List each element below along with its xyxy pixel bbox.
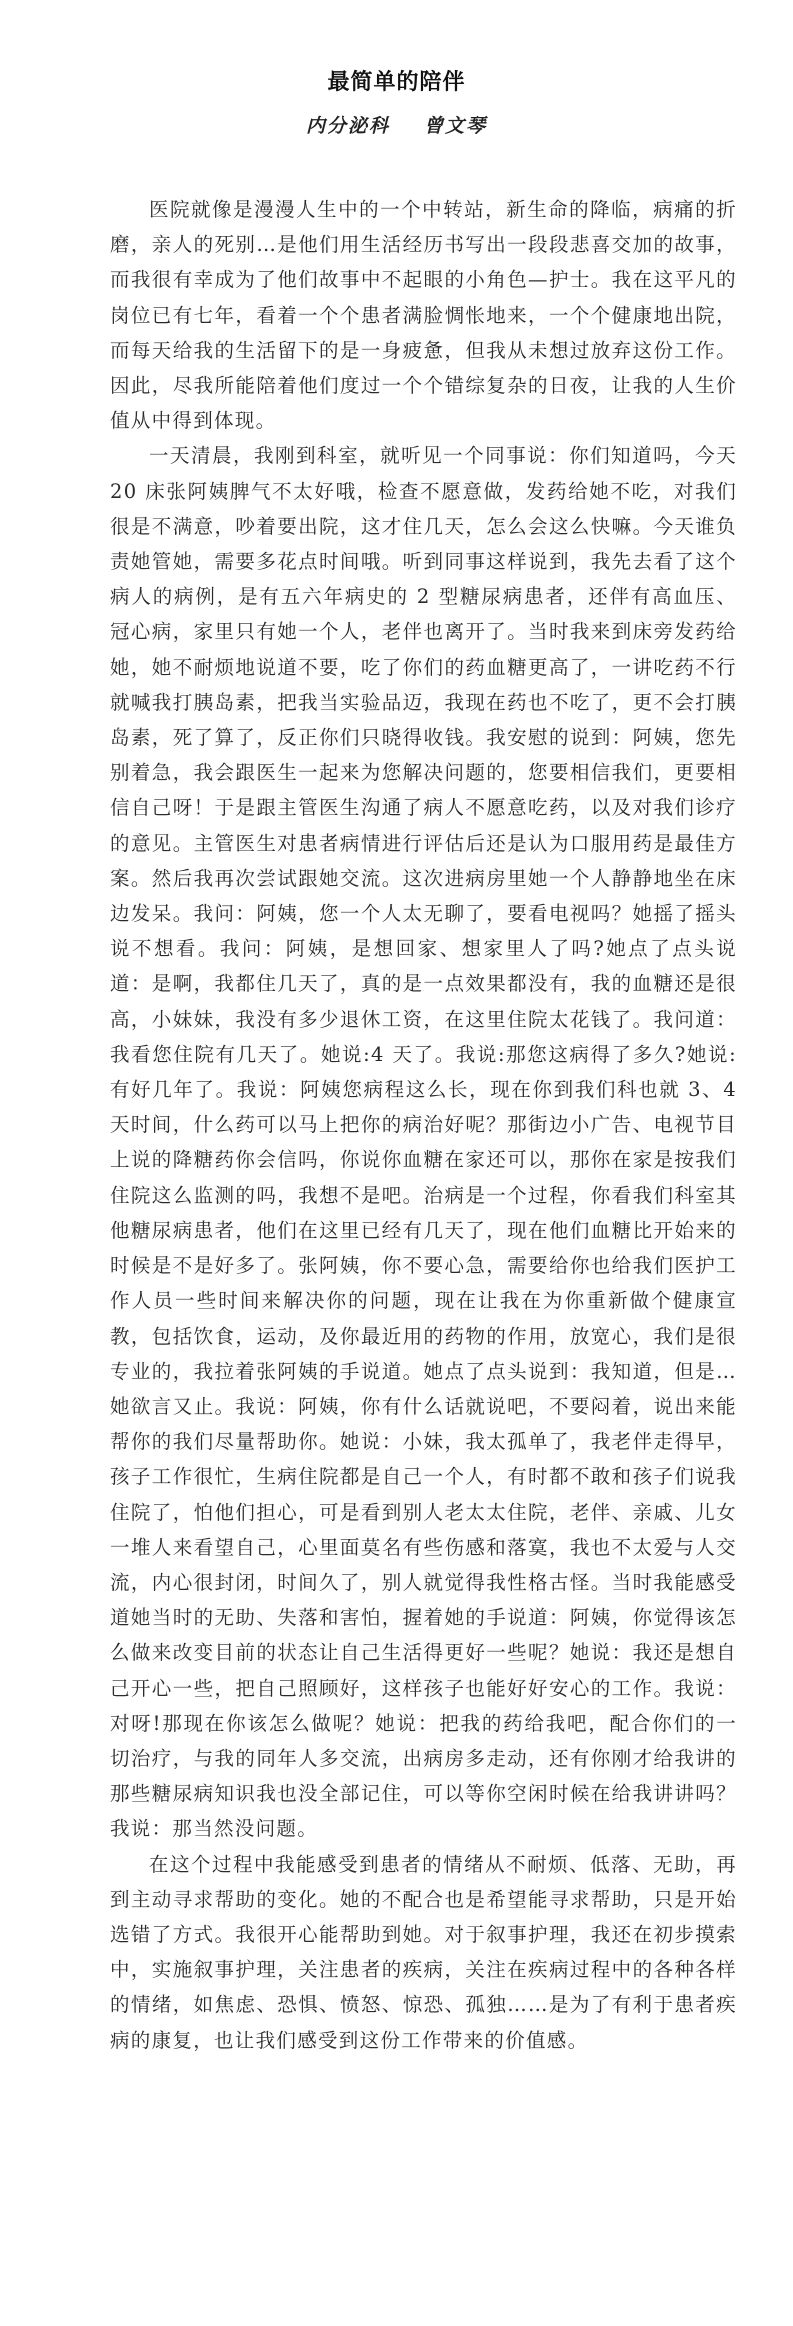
paragraph-story: 一天清晨，我刚到科室，就听见一个同事说：你们知道吗，今天 20 床张阿姨脾气不太好哦，检查不愿意做，发药给她不吃，对我们很是不满意，吵着要出院，这才住几天，怎么会这么快嘛。今天谁负责她管她，需要多花点时间哦。听到同事这样说到，我先去看了这个病人的病例，是有五六年病史的 2 型糖尿病患者，还伴有高血压、冠心病，家里只有她一个人，老伴也离开了。当时我来到床旁发药给她，她不耐烦地说道不要，吃了你们的药血糖更高了，一讲吃药不行就喊我打胰岛素，把我当实验品迈，我现在药也不吃了，更不会打胰岛素，死了算了，反正你们只晓得收钱。我安慰的说到：阿姨，您先别着急，我会跟医生一起来为您解决问题的，您要相信我们，更要相信自己呀！于是跟主管医生沟通了病人不愿意吃药，以及对我们诊疗的意见。主管医生对患者病情进行评估后还是认为口服用药是最佳方案。然后我再次尝试跟她交流。这次进病房里她一个人静静地坐在床边发呆。我问：阿姨，您一个人太无聊了，要看电视吗？她摇了摇头说不想看。我问：阿姨，是想回家、想家里人了吗?她点了点头说道：是啊，我都住几天了，真的是一点效果都没有，我的血糖还是很高，小妹妹，我没有多少退休工资，在这里住院太花钱了。我问道：我看您住院有几天了。她说:4 天了。我说:那您这病得了多久?她说:有好几年了。我说：阿姨您病程这么长，现在你到我们科也就 3、4 天时间，什么药可以马上把你的病治好呢？那街边小广告、电视节目上说的降糖药你会信吗，你说你血糖在家还可以，那你在家是按我们住院这么监测的吗，我想不是吧。治病是一个过程，你看我们科室其他糖尿病患者，他们在这里已经有几天了，现在他们血糖比开始来的时候是不是好多了。张阿姨，你不要心急，需要给你也给我们医护工作人员一些时间来解决你的问题，现在让我在为你重新做个健康宣教，包括饮食，运动，及你最近用的药物的作用，放宽心，我们是很专业的，我拉着张阿姨的手说道。她点了点头说到：我知道，但是…她欲言又止。我说：阿姨，你有什么话就说吧，不要闷着，说出来能帮你的我们尽量帮助你。她说：小妹，我太孤单了，我老伴走得早，孩子工作很忙，生病住院都是自己一个人，有时都不敢和孩子们说我住院了，怕他们担心，可是看到别人老太太住院，老伴、亲戚、儿女一堆人来看望自己，心里面莫名有些伤感和落寞，我也不太爱与人交流，内心很封闭，时间久了，别人就觉得我性格古怪。当时我能感受道她当时的无助、失落和害怕，握着她的手说道：阿姨，你觉得该怎么做来改变目前的状态让自己生活得更好一些呢？她说：我还是想自己开心一些，把自己照顾好，这样孩子也能好好安心的工作。我说：对呀!那现在你该怎么做呢？她说：把我的药给我吧，配合你们的一切治疗，与我的同年人多交流，出病房多走动，还有你刚才给我讲的那些糖尿病知识我也没全部记住，可以等你空闲时候在给我讲讲吗？我说：那当然没问题。 — [110, 444, 737, 1841]
department-name: 内分泌科 — [305, 115, 390, 137]
paragraph-intro: 医院就像是漫漫人生中的一个中转站，新生命的降临，病痛的折磨，亲人的死别…是他们用生活经历书写出一段段悲喜交加的故事，而我很有幸成为了他们故事中不起眼的小角色—护士。我在这平凡的岗位已有七年，看着一个个患者满脸惆怅地来，一个个健康地出院，而每天给我的生活留下的是一身疲惫，但我从未想过放弃这份工作。因此，尽我所能陪着他们度过一个个错综复杂的日夜，让我的人生价值从中得到体现。 — [110, 198, 737, 433]
article-body — [0, 192, 793, 2058]
article-title: 最简单的陪伴 — [327, 70, 466, 95]
author-name: 曾文琴 — [424, 115, 488, 137]
byline — [0, 112, 793, 140]
paragraph-reflection: 在这个过程中我能感受到患者的情绪从不耐烦、低落、无助，再到主动寻求帮助的变化。她的不配合也是希望能寻求帮助，只是开始选错了方式。我很开心能帮助到她。对于叙事护理，我还在初步摸索中，实施叙事护理，关注患者的疾病，关注在疾病过程中的各种各样的情绪，如焦虑、恐惧、愤怒、惊恐、孤独……是为了有利于患者疾病的康复，也让我们感受到这份工作带来的价值感。 — [110, 1852, 737, 2052]
